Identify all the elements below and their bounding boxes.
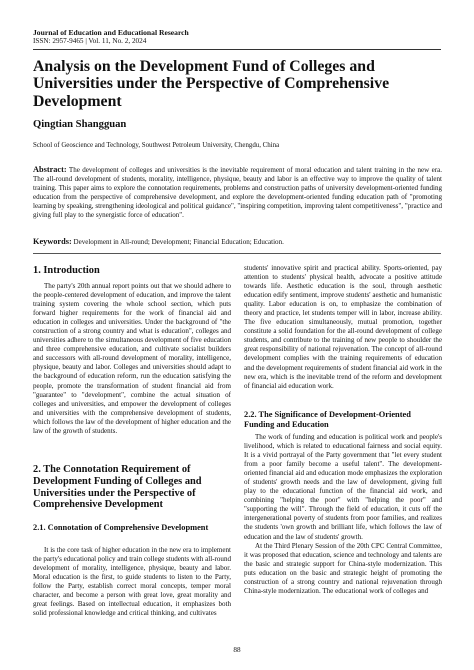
section-2-2-heading: 2.2. The Significance of Development-Oriented Funding and Education <box>244 410 411 429</box>
section-2-1-heading: 2.1. Connotation of Comprehensive Development <box>33 523 209 532</box>
section-1-body <box>33 282 231 436</box>
paragraph: The party's 20th annual report points out that we should adhere to the people-centered development of education, and improve the talent training system covering the whole school section, which puts forward higher requirements for the work of financial aid and education in colleges and universities. Under the background of "the construction of a strong country and what is education", colleges and universities adhere to the simultaneous development of five education and three comprehensive education, and cultivate socialist builders and successors with all-round development of morality, intelligence, physique, beauty and labor. Colleges and universities should adapt to the background of education reform, run the education satisfying the people, promote the transformation of student financial aid from "guarantee" to "development", combine the actual situation of colleges and universities, and empower the development of colleges and universities with the comprehensive development of students, which follows the law of the development of higher education and the law of the growth of students. <box>33 282 231 435</box>
journal-name: Journal of Education and Educational Research <box>33 28 189 37</box>
paper-title: Analysis on the Development Fund of Colleges and Universities under the Perspective of Comprehensive Development <box>33 58 390 110</box>
keywords-label: Keywords: <box>33 237 72 246</box>
section-2-1-body-continued <box>244 264 442 391</box>
journal-issn: ISSN: 2957-9465 | Vol. 11, No. 2, 2024 <box>33 37 147 45</box>
section-2-heading: 2. The Connotation Requirement of Development Funding of Colleges and Universities under the Perspective of Comprehensive Development <box>33 464 202 511</box>
paragraph: students' innovative spirit and practical ability. Sports-oriented, pay attention to students' physical health, advocate a positive attitude towards life. Aesthetic education is the soul, through aesthetic education edify sentiment, improve students' aesthetic and humanistic quality. Labor education is on, to emphasize the combination of theory and practice, let students temper will in labor, increase ability. The five education simultaneously, mutual promotion, together constitute a solid foundation for the all-round development of college students, and contribute to the training of new people to shoulder the great responsibility of national rejuvenation. The concept of all-round development complies with the training requirements of education and the development requirements of student financial aid work in the new era, which is the inevitable trend of the reform and development of financial aid education work. <box>244 264 442 390</box>
section-2-2-body <box>244 433 442 596</box>
keywords-text: Development in All-round; Development; Financial Education; Education. <box>73 238 284 246</box>
header-divider <box>33 49 441 50</box>
keywords <box>33 237 442 247</box>
paragraph: It is the core task of higher education in the new era to implement the party's educational policy and train college students with all-round development of morality, intelligence, physique, beauty and labor. Moral education is the first, to guide students to listen to the Party, follow the Party, establish correct moral concepts, temper moral character, and become a person with great love, great morality and great feelings. Based on intellectual education, it emphasizes both solid professional knowledge and critical thinking, and cultivates <box>33 546 231 618</box>
abstract <box>33 165 442 220</box>
paragraph: At the Third Plenary Session of the 20th CPC Central Committee, it was proposed that education, science and technology and talents are the basic and strategic support for China-style modernization. This puts education on the basic and strategic height of promoting the construction of a strong country and national rejuvenation through China-style modernization. The educational work of colleges and <box>244 541 442 595</box>
paragraph: The work of funding and education is political work and people's livelihood, which is related to educational fairness and social equity. It is a vivid portrayal of the Party government that "let every student from a poor family become a useful talent". The development-oriented financial aid and education mode emphasizes the exploration of students' growth needs and the law of development, giving full play to the educational function of the financial aid work, and combining "helping the poor" with "helping the poor" and "supporting the will". Through the field of education, it cuts off the intergenerational poverty of students from poor families, and realizes the students 'own growth and brilliant life, which follows the law of education and the law of students' growth. <box>244 433 442 541</box>
abstract-text: The development of colleges and universities is the inevitable requirement of moral education and talent training in the new era. The all-round development of students, morality, intelligence, physique, beauty and labor is an effective way to improve the quality of talent training. This paper aims to explore the connotation requirements, problems and construction paths of university development-oriented funding education from the perspective of comprehensive development, and explore the development-oriented funding education path of "promoting learning by speaking, strengthening ideological and political guidance", "inspiring competition, improving talent competitiveness", "practice and giving full play to the synergistic force of education". <box>33 166 442 220</box>
abstract-label: Abstract: <box>33 165 67 174</box>
abstract-divider <box>33 253 441 254</box>
author-affiliation: School of Geoscience and Technology, Southwest Petroleum University, Chengdu, China <box>33 142 280 149</box>
author-name: Qingtian Shangguan <box>33 119 127 130</box>
section-1-heading: 1. Introduction <box>33 265 100 276</box>
section-2-1-body <box>33 546 231 618</box>
page-number: 88 <box>233 646 241 654</box>
